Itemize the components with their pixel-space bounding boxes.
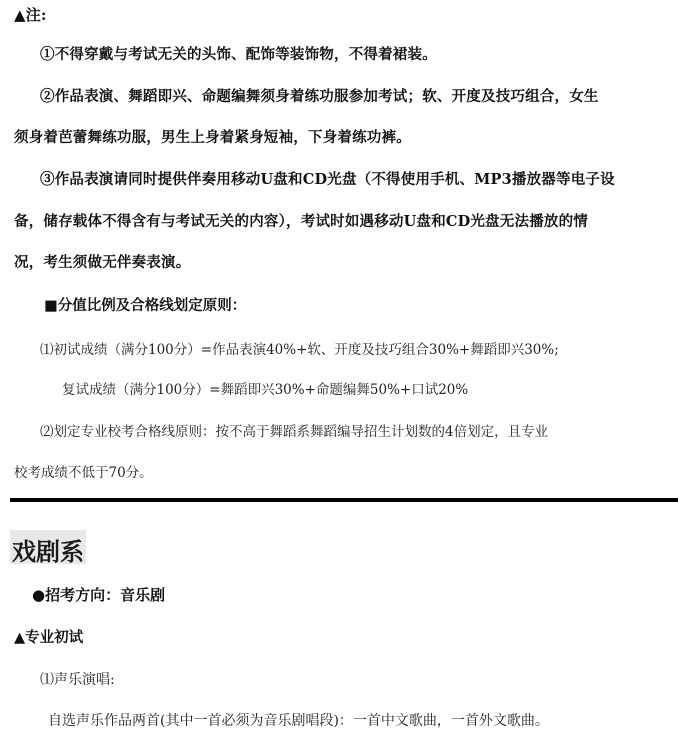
scoring-line-2: 复试成绩（满分100分）=舞蹈即兴30%+命题编舞50%+口试20% [62, 382, 469, 398]
note-item-3-cont: 备，储存载体不得含有与考试无关的内容），考试时如遇移动U盘和CD光盘无法播放的情 [14, 213, 589, 230]
vocal-heading: ⑴声乐演唱: [40, 672, 115, 688]
department-title-box [10, 530, 86, 564]
section-divider [10, 498, 678, 502]
scoring-line-1: ⑴初试成绩（满分100分）=作品表演40%+软、开度及技巧组合30%+舞蹈即兴30%; [40, 342, 559, 358]
vocal-requirement: 自选声乐作品两首(其中一首必须为音乐剧唱段)：一首中文歌曲，一首外文歌曲。 [48, 713, 549, 729]
note-item-2: ②作品表演、舞蹈即兴、命题编舞须身着练功服参加考试；软、开度及技巧组合，女生 [40, 88, 599, 105]
note-item-1: ①不得穿戴与考试无关的头饰、配饰等装饰物，不得着裙装。 [40, 46, 437, 63]
scoring-heading: ■分值比例及合格线划定原则： [44, 297, 247, 314]
scoring-line-3: ⑵划定专业校考合格线原则：按不高于舞蹈系舞蹈编导招生计划数的4倍划定，且专业 [40, 424, 549, 440]
note-item-2-cont: 须身着芭蕾舞练功服，男生上身着紧身短袖，下身着练功裤。 [14, 129, 411, 146]
note-heading: ▲注: [14, 6, 47, 24]
department-title: 戏剧系 [12, 538, 84, 566]
note-item-3-end: 况，考生须做无伴奏表演。 [14, 254, 191, 271]
scoring-line-4: 校考成绩不低于70分。 [14, 465, 153, 481]
initial-exam-heading: ▲专业初试 [14, 629, 84, 646]
note-item-3: ③作品表演请同时提供伴奏用移动U盘和CD光盘（不得使用手机、MP3播放器等电子设 [40, 171, 615, 188]
exam-direction: ●招考方向：音乐剧 [32, 586, 166, 604]
